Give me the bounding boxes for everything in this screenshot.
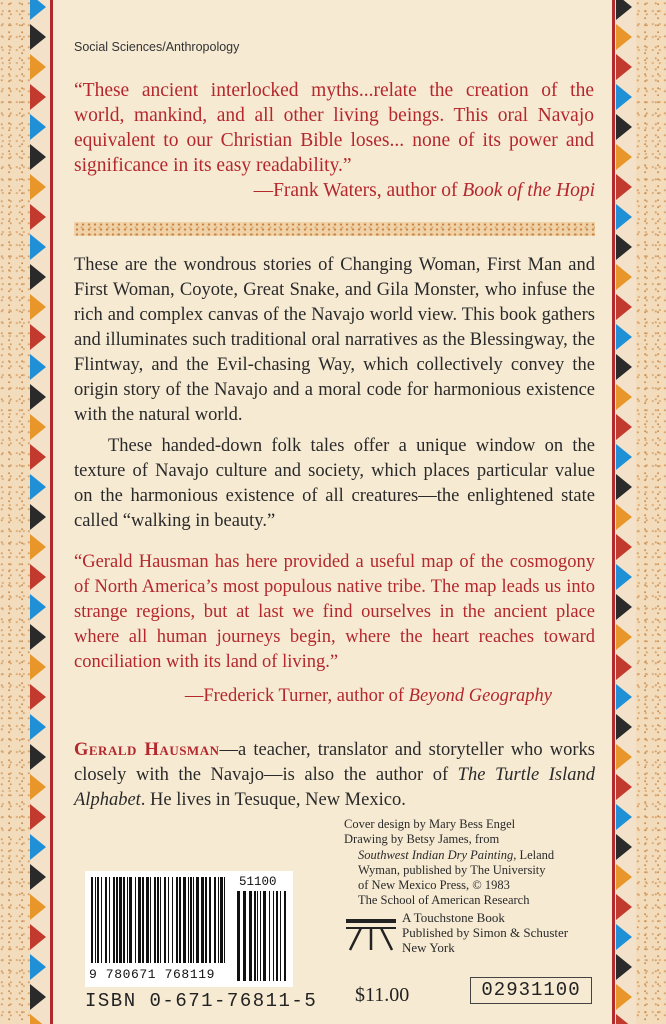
left-triangle-border bbox=[28, 0, 48, 1024]
barcode-bar bbox=[190, 877, 192, 963]
border-triangle bbox=[616, 624, 632, 650]
barcode-bar bbox=[168, 877, 169, 963]
attribution-prefix: —Frank Waters, author of bbox=[253, 180, 463, 201]
barcode-addon-bar bbox=[260, 891, 261, 981]
border-triangle bbox=[616, 264, 632, 290]
barcode-bar bbox=[176, 877, 178, 963]
credit-line: Cover design by Mary Bess Engel bbox=[344, 817, 516, 831]
border-triangle bbox=[616, 834, 632, 860]
border-triangle bbox=[616, 204, 632, 230]
border-triangle bbox=[30, 954, 46, 980]
border-triangle bbox=[616, 984, 632, 1010]
speckled-divider bbox=[74, 222, 595, 236]
author-bio-location: . He lives in Tesuque, New Mexico. bbox=[140, 790, 406, 810]
barcode-addon-bar bbox=[254, 891, 256, 981]
border-triangle bbox=[30, 594, 46, 620]
border-triangle bbox=[616, 474, 632, 500]
barcode-ean-number: 9 780671 768119 bbox=[89, 967, 216, 982]
barcode-bar bbox=[105, 877, 107, 963]
barcode-bar bbox=[157, 877, 159, 963]
review-quote-waters: “These ancient interlocked myths...relate the creation of the world, mankind, and all other living beings. This oral Navajo equivalent to our Christian Bible loses... none of its power and significance in its easy readability.” bbox=[74, 80, 594, 176]
border-triangle bbox=[616, 54, 632, 80]
barcode-bar bbox=[193, 877, 194, 963]
barcode-bar bbox=[109, 877, 110, 963]
barcode-addon-bar bbox=[237, 891, 240, 981]
border-triangle bbox=[616, 84, 632, 110]
price: $11.00 bbox=[355, 984, 410, 1006]
border-triangle bbox=[30, 384, 46, 410]
border-triangle bbox=[616, 1014, 632, 1024]
barcode-bar bbox=[214, 877, 216, 963]
border-triangle bbox=[30, 324, 46, 350]
barcode-bar bbox=[113, 877, 115, 963]
credit-line: Drawing by Betsy James, from bbox=[344, 832, 500, 847]
publisher-block bbox=[345, 911, 605, 956]
barcode-bar bbox=[129, 877, 132, 963]
border-triangle bbox=[616, 0, 632, 20]
border-triangle bbox=[30, 84, 46, 110]
barcode-bar bbox=[142, 877, 144, 963]
credit-line: Wyman, published by The University bbox=[358, 862, 546, 877]
barcode-bar bbox=[164, 877, 166, 963]
border-triangle bbox=[30, 984, 46, 1010]
barcode-addon-bar bbox=[249, 891, 252, 981]
left-red-rule bbox=[50, 0, 53, 1024]
barcode-bar bbox=[172, 877, 173, 963]
border-triangle bbox=[30, 864, 46, 890]
border-triangle bbox=[616, 864, 632, 890]
border-triangle bbox=[616, 684, 632, 710]
border-triangle bbox=[616, 594, 632, 620]
barcode-bar bbox=[97, 877, 99, 963]
description-paragraph-1: These are the wondrous stories of Changing Woman, First Man and First Woman, Coyote, Great Snake, and Gila Monster, who infuse the rich and complex canvas of the Navajo world view. This book gathers and illuminates such traditional oral narratives as the Blessingway, the Flintway, and the Evil-chasing Way, which collectively convey the origin story of the Navajo and a moral code for harmonious existence with the natural world. bbox=[74, 255, 595, 425]
right-speckle-border bbox=[636, 0, 666, 1024]
barcode-addon-bar bbox=[280, 891, 281, 981]
border-triangle bbox=[616, 744, 632, 770]
border-triangle bbox=[616, 714, 632, 740]
publisher-imprint: A Touchstone Book bbox=[402, 910, 505, 925]
barcode-addon-bar bbox=[257, 891, 258, 981]
border-triangle bbox=[30, 144, 46, 170]
border-triangle bbox=[30, 834, 46, 860]
barcode-bar bbox=[209, 877, 211, 963]
category-label: Social Sciences/Anthropology bbox=[74, 40, 240, 54]
attribution-book-title: Beyond Geography bbox=[408, 686, 552, 706]
barcode-addon-bar bbox=[273, 891, 274, 981]
border-triangle bbox=[30, 684, 46, 710]
border-triangle bbox=[616, 174, 632, 200]
barcode-addon-bar bbox=[263, 891, 266, 981]
border-triangle bbox=[30, 774, 46, 800]
publisher-city: New York bbox=[402, 939, 455, 955]
barcode-bar bbox=[91, 877, 93, 963]
author-bio bbox=[74, 738, 595, 813]
credit-line: The School of American Research bbox=[358, 893, 530, 908]
border-triangle bbox=[30, 474, 46, 500]
barcode-addon-number: 51100 bbox=[239, 875, 277, 889]
touchstone-logo-icon bbox=[345, 915, 397, 951]
border-triangle bbox=[616, 504, 632, 530]
credit-source-title: Southwest Indian Dry Painting bbox=[358, 847, 514, 862]
border-triangle bbox=[30, 624, 46, 650]
barcode-bar bbox=[146, 877, 149, 963]
attribution-prefix: —Frederick Turner, author of bbox=[184, 686, 409, 706]
border-triangle bbox=[616, 534, 632, 560]
barcode-bar bbox=[201, 877, 204, 963]
border-triangle bbox=[30, 714, 46, 740]
barcode-addon-bar bbox=[243, 891, 246, 981]
attribution-book-title: Book of the Hopi bbox=[462, 180, 595, 201]
border-triangle bbox=[30, 444, 46, 470]
right-triangle-border bbox=[614, 0, 634, 1024]
barcode-bar bbox=[154, 877, 156, 963]
border-triangle bbox=[616, 414, 632, 440]
barcode bbox=[85, 871, 293, 987]
border-triangle bbox=[30, 534, 46, 560]
border-triangle bbox=[616, 924, 632, 950]
border-triangle bbox=[30, 414, 46, 440]
border-triangle bbox=[30, 54, 46, 80]
barcode-bar bbox=[123, 877, 125, 963]
border-triangle bbox=[30, 294, 46, 320]
barcode-bar bbox=[205, 877, 207, 963]
border-triangle bbox=[616, 384, 632, 410]
cover-credits bbox=[344, 817, 604, 909]
barcode-bar bbox=[138, 877, 141, 963]
border-triangle bbox=[30, 504, 46, 530]
border-triangle bbox=[616, 954, 632, 980]
credit-line: of New Mexico Press, © 1983 bbox=[358, 878, 510, 893]
border-triangle bbox=[30, 564, 46, 590]
barcode-bar bbox=[135, 877, 136, 963]
border-triangle bbox=[30, 894, 46, 920]
border-triangle bbox=[30, 354, 46, 380]
barcode-bar bbox=[196, 877, 199, 963]
border-triangle bbox=[616, 354, 632, 380]
barcode-bar bbox=[127, 877, 128, 963]
border-triangle bbox=[30, 924, 46, 950]
barcode-bar bbox=[160, 877, 161, 963]
border-triangle bbox=[616, 114, 632, 140]
publisher-name: Published by Simon & Schuster bbox=[402, 924, 569, 940]
barcode-bar bbox=[220, 877, 223, 963]
review-quote-turner: “Gerald Hausman has here provided a useful map of the cosmogony of North America’s most populous native tribe. The map leads us into strange regions, but at last we find ourselves in the ancient place where all human journeys begin, where the heart reaches toward conciliation with its land of living.” bbox=[74, 552, 595, 672]
barcode-bar bbox=[224, 877, 225, 963]
barcode-bar bbox=[218, 877, 219, 963]
border-triangle bbox=[616, 444, 632, 470]
border-triangle bbox=[616, 654, 632, 680]
barcode-addon-bar bbox=[284, 891, 286, 981]
inventory-code: 02931100 bbox=[470, 977, 592, 1004]
border-triangle bbox=[30, 0, 46, 20]
border-triangle bbox=[30, 744, 46, 770]
barcode-bar bbox=[183, 877, 186, 963]
border-triangle bbox=[616, 894, 632, 920]
barcode-addon-bar bbox=[276, 891, 278, 981]
credit-line: Southwest Indian Dry Painting, Leland bbox=[358, 847, 555, 862]
border-triangle bbox=[616, 144, 632, 170]
border-triangle bbox=[616, 804, 632, 830]
author-other-book: The Turtle Island Alphabet bbox=[74, 765, 595, 810]
border-triangle bbox=[616, 234, 632, 260]
barcode-bar bbox=[150, 877, 151, 963]
barcode-bar bbox=[188, 877, 189, 963]
barcode-bar bbox=[95, 877, 96, 963]
author-bio-text: —a teacher, translator and storyteller who works closely with the Navajo—is also the author of bbox=[74, 740, 595, 785]
border-triangle bbox=[616, 774, 632, 800]
barcode-bar bbox=[119, 877, 122, 963]
barcode-addon-bar bbox=[269, 891, 270, 981]
border-triangle bbox=[616, 294, 632, 320]
border-triangle bbox=[30, 234, 46, 260]
border-triangle bbox=[616, 564, 632, 590]
border-triangle bbox=[616, 24, 632, 50]
border-triangle bbox=[30, 204, 46, 230]
barcode-bar bbox=[101, 877, 102, 963]
border-triangle bbox=[30, 264, 46, 290]
isbn-number: ISBN 0-671-76811-5 bbox=[85, 990, 318, 1012]
border-triangle bbox=[30, 114, 46, 140]
border-triangle bbox=[30, 1014, 46, 1024]
author-name: Gerald Hausman bbox=[74, 740, 220, 760]
border-triangle bbox=[616, 324, 632, 350]
border-triangle bbox=[30, 24, 46, 50]
review-attribution-turner bbox=[74, 686, 552, 707]
left-speckle-border bbox=[0, 0, 30, 1024]
publisher-text bbox=[402, 911, 568, 955]
barcode-bar bbox=[179, 877, 181, 963]
border-triangle bbox=[30, 654, 46, 680]
description-paragraph-2: These handed-down folk tales offer a unique window on the texture of Navajo culture and society, which places particular value on the harmonious existence of all creatures—the enlightened state called “walking in beauty.” bbox=[74, 436, 595, 531]
barcode-bar bbox=[116, 877, 118, 963]
review-attribution-waters bbox=[74, 180, 595, 202]
border-triangle bbox=[30, 174, 46, 200]
border-triangle bbox=[30, 804, 46, 830]
